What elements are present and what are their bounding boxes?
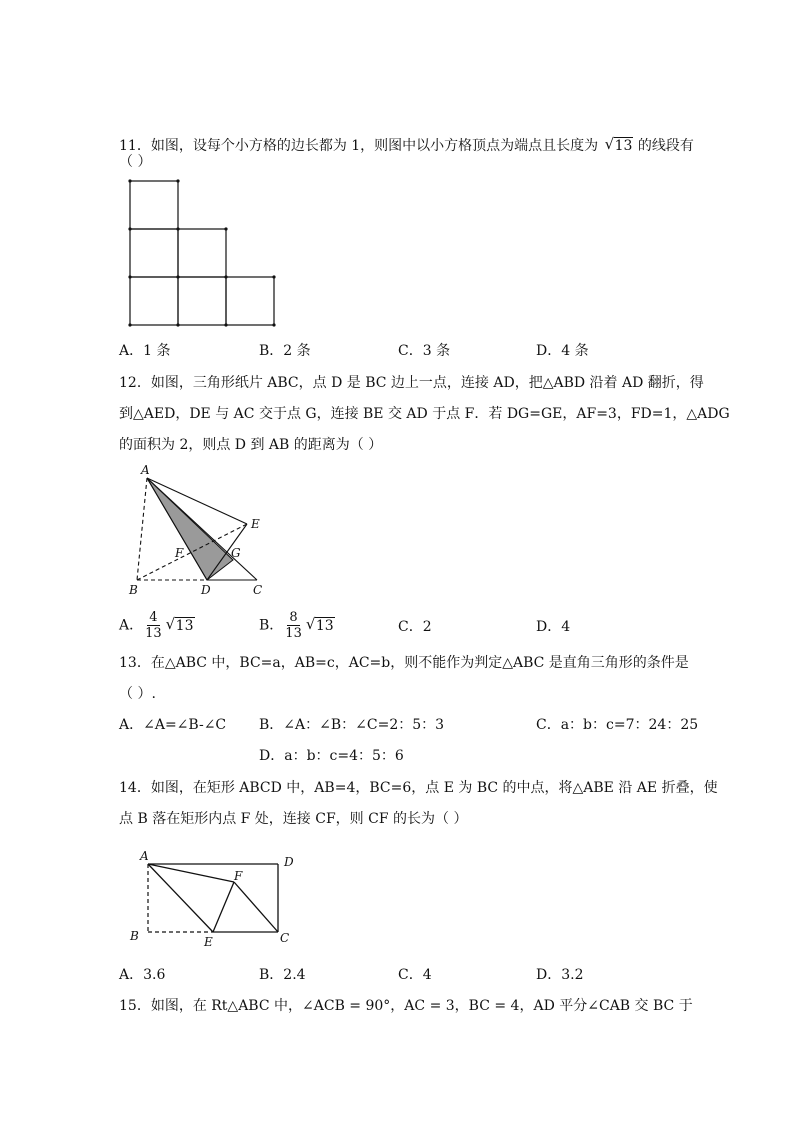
q11-stem-line2: （ ）: [119, 154, 152, 170]
q12-triangle-figure: [125, 460, 275, 600]
label-b: B: [130, 929, 139, 943]
q11-option-a[interactable]: A．1 条: [119, 343, 171, 359]
grid-cell: [226, 277, 274, 325]
grid-cell: [130, 229, 178, 277]
label-c: C: [253, 583, 263, 597]
q13-option-d[interactable]: D．a：b：c=4：5：6: [259, 748, 404, 764]
label-f: F: [175, 546, 184, 560]
q14-option-a[interactable]: A．3.6: [119, 967, 166, 983]
sqrt-13-symbol: √ 13: [305, 614, 334, 634]
q11-stem-text-a: 11．如图，设每个小方格的边长都为 1，则图中以小方格顶点为端点且长度为: [119, 138, 599, 154]
q11-stem-line1: [119, 136, 694, 156]
q12-stem-line1: 12．如图，三角形纸片 ABC，点 D 是 BC 边上一点，连接 AD，把△ABD 沿着 AD 翻折，得: [119, 375, 704, 391]
q11-option-b[interactable]: B．2 条: [259, 343, 311, 359]
q13-option-c[interactable]: C．a：b：c=7：24：25: [536, 717, 699, 733]
shaded-triangle-adg: [147, 478, 233, 580]
q11-radicand: 13: [614, 138, 633, 154]
q12-option-a[interactable]: A． $\frac{4}{13}$ √ 13: [119, 610, 194, 641]
label-g: G: [231, 546, 241, 560]
q12-stem-line2: 到△AED，DE 与 AC 交于点 G，连接 BE 交 AD 于点 F．若 DG=GE，AF=3，FD=1，△ADG: [119, 406, 730, 422]
label-a: A: [140, 849, 149, 863]
sqrt-13-symbol: √ 13: [165, 614, 194, 634]
label-e: E: [251, 517, 260, 531]
grid-cell: [130, 277, 178, 325]
grid-cell: [178, 229, 226, 277]
q13-stem-line1: 13．在△ABC 中，BC=a，AB=c，AC=b，则不能作为判定△ABC 是直角三角形的条件是: [119, 655, 689, 671]
label-d: D: [201, 583, 211, 597]
label-b: B: [129, 583, 138, 597]
q12-option-d[interactable]: D．4: [536, 619, 571, 635]
q11-grid-figure: [125, 176, 281, 332]
q14-option-b[interactable]: B．2.4: [259, 967, 306, 983]
grid-cell: [130, 181, 178, 229]
q11-option-c[interactable]: C．3 条: [398, 343, 451, 359]
label-c: C: [280, 931, 290, 945]
q14-rectangle-figure: [128, 846, 308, 950]
label-f: F: [234, 869, 243, 883]
q15-stem-line1: 15．如图，在 Rt△ABC 中，∠ACB = 90°，AC = 3，BC = 4，AD 平分∠CAB 交 BC 于: [119, 998, 693, 1014]
q13-stem-line2: （ ）.: [119, 686, 156, 702]
q14-option-d[interactable]: D．3.2: [536, 967, 584, 983]
q11-stem-text-b: 的线段有: [637, 138, 694, 154]
q12-stem-line3: 的面积为 2，则点 D 到 AB 的距离为（ ）: [119, 437, 383, 453]
label-d: D: [284, 855, 294, 869]
q14-option-c[interactable]: C．4: [398, 967, 432, 983]
q11-option-d[interactable]: D．4 条: [536, 343, 589, 359]
q12-option-b[interactable]: B． $\frac{8}{13}$ √ 13: [259, 610, 334, 641]
sqrt-13-symbol: √ 13: [604, 135, 633, 154]
q13-option-b[interactable]: B．∠A：∠B：∠C=2：5：3: [259, 717, 445, 733]
grid-cell: [178, 277, 226, 325]
q13-option-a[interactable]: A．∠A=∠B-∠C: [119, 717, 227, 733]
q14-stem-line1: 14．如图，在矩形 ABCD 中，AB=4，BC=6，点 E 为 BC 的中点，将△ABE 沿 AE 折叠，使: [119, 780, 718, 796]
label-e: E: [204, 935, 213, 949]
q14-stem-line2: 点 B 落在矩形内点 F 处，连接 CF，则 CF 的长为（ ）: [119, 811, 468, 827]
q12-option-c[interactable]: C．2: [398, 619, 432, 635]
label-a: A: [141, 463, 150, 477]
